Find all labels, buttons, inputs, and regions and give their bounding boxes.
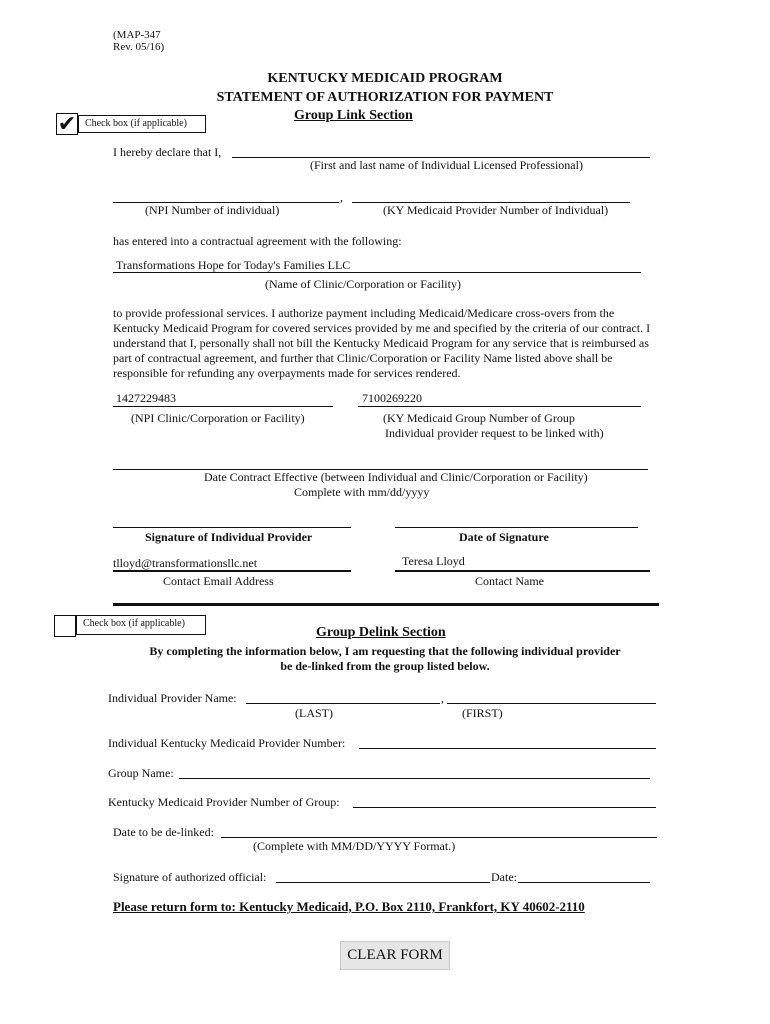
date-format-caption: Complete with mm/dd/yyyy [294,485,430,499]
ky-group-number-field[interactable] [358,406,641,407]
clinic-name-caption: (Name of Clinic/Corporation or Facility) [265,277,461,291]
contact-name-caption: Contact Name [475,574,544,588]
provider-last-name-field[interactable] [246,703,440,704]
group-name-field[interactable] [179,778,650,779]
provider-number-field[interactable] [359,748,656,749]
ky-provider-number-caption: (KY Medicaid Provider Number of Individual) [383,203,609,217]
date-of-signature-caption: Date of Signature [459,530,549,544]
provider-signature-field[interactable] [113,527,351,528]
revision-date: Rev. 05/16) [113,41,165,53]
ky-group-number-caption-2: Individual provider request to be linked with) [385,426,604,440]
contact-name-field[interactable] [395,570,650,572]
authorized-signature-field[interactable] [276,882,490,883]
comma-separator: , [340,190,343,204]
contract-statement: has entered into a contractual agreement with the following: [113,234,402,248]
delink-date-signed-field[interactable] [518,882,650,883]
group-name-label: Group Name: [108,766,174,780]
section-divider [113,603,659,606]
group-link-checkbox-label: Check box (if applicable) [78,115,206,133]
group-link-heading: Group Link Section [294,108,413,123]
return-address: Please return form to: Kentucky Medicaid, P.O. Box 2110, Frankfort, KY 40602-2110 [113,899,585,914]
clear-form-button[interactable]: CLEAR FORM [340,941,450,970]
declare-label: I hereby declare that I, [113,145,222,159]
group-link-checkbox[interactable] [56,113,78,135]
authorization-paragraph: to provide professional services. I authorize payment including Medicaid/Medicare cross-overs from the Kentucky Medicaid Program for covered services provided by me and specified by the criteria of our contract. I understand that I, personally shall not bill the Kentucky Medicaid Program for any service that is reimbursed as part of contractual agreement, and further that Clinic/Corporation or Facility Name listed above shall be responsible for refunding any overpayments made for services rendered. [113,306,651,380]
delink-intro-line-1: By completing the information below, I am requesting that the following individual provider [149,644,621,658]
ky-group-number-value: 7100269220 [362,391,422,405]
group-delink-checkbox[interactable] [54,615,76,637]
provider-name-comma: , [441,691,444,705]
provider-name-label: Individual Provider Name: [108,691,237,705]
contact-email-value: tlloyd@transformationsllc.net [113,556,258,570]
group-number-label: Kentucky Medicaid Provider Number of Group: [108,795,340,809]
contact-email-field[interactable] [113,570,351,572]
individual-npi-caption: (NPI Number of individual) [145,203,280,217]
provider-first-name-field[interactable] [447,703,656,704]
checkmark-icon: ✔ [57,111,77,136]
clinic-npi-value: 1427229483 [116,391,176,405]
provider-number-label: Individual Kentucky Medicaid Provider Number: [108,736,346,750]
delink-date-field[interactable] [221,837,657,838]
clinic-npi-caption: (NPI Clinic/Corporation or Facility) [131,411,305,425]
date-contract-effective-caption: Date Contract Effective (between Individual and Clinic/Corporation or Facility) [204,470,588,484]
provider-signature-caption: Signature of Individual Provider [145,530,313,544]
clinic-npi-field[interactable] [113,406,333,407]
delink-intro-line-2: be de-linked from the group listed below. [280,659,490,673]
program-title: KENTUCKY MEDICAID PROGRAM [267,71,503,86]
authorized-signature-label: Signature of authorized official: [113,870,267,884]
contact-email-caption: Contact Email Address [163,574,274,588]
form-code: (MAP-347 [113,29,161,41]
group-delink-checkbox-label: Check box (if applicable) [76,615,206,635]
clinic-name-value: Transformations Hope for Today's Families LLC [116,258,351,272]
statement-title: STATEMENT OF AUTHORIZATION FOR PAYMENT [216,90,554,105]
date-of-signature-field[interactable] [395,527,638,528]
ky-group-number-caption: (KY Medicaid Group Number of Group [383,411,575,425]
group-number-field[interactable] [353,807,656,808]
delink-date-caption: (Complete with MM/DD/YYYY Format.) [253,839,456,853]
licensed-professional-caption: (First and last name of Individual Licensed Professional) [310,158,583,172]
delink-date-label: Date to be de-linked: [113,825,214,839]
delink-date-signed-label: Date: [491,870,517,884]
group-delink-heading: Group Delink Section [316,625,446,640]
contact-name-value: Teresa Lloyd [402,554,465,568]
clinic-name-field[interactable] [113,272,641,273]
last-name-caption: (LAST) [295,706,333,720]
first-name-caption: (FIRST) [462,706,503,720]
